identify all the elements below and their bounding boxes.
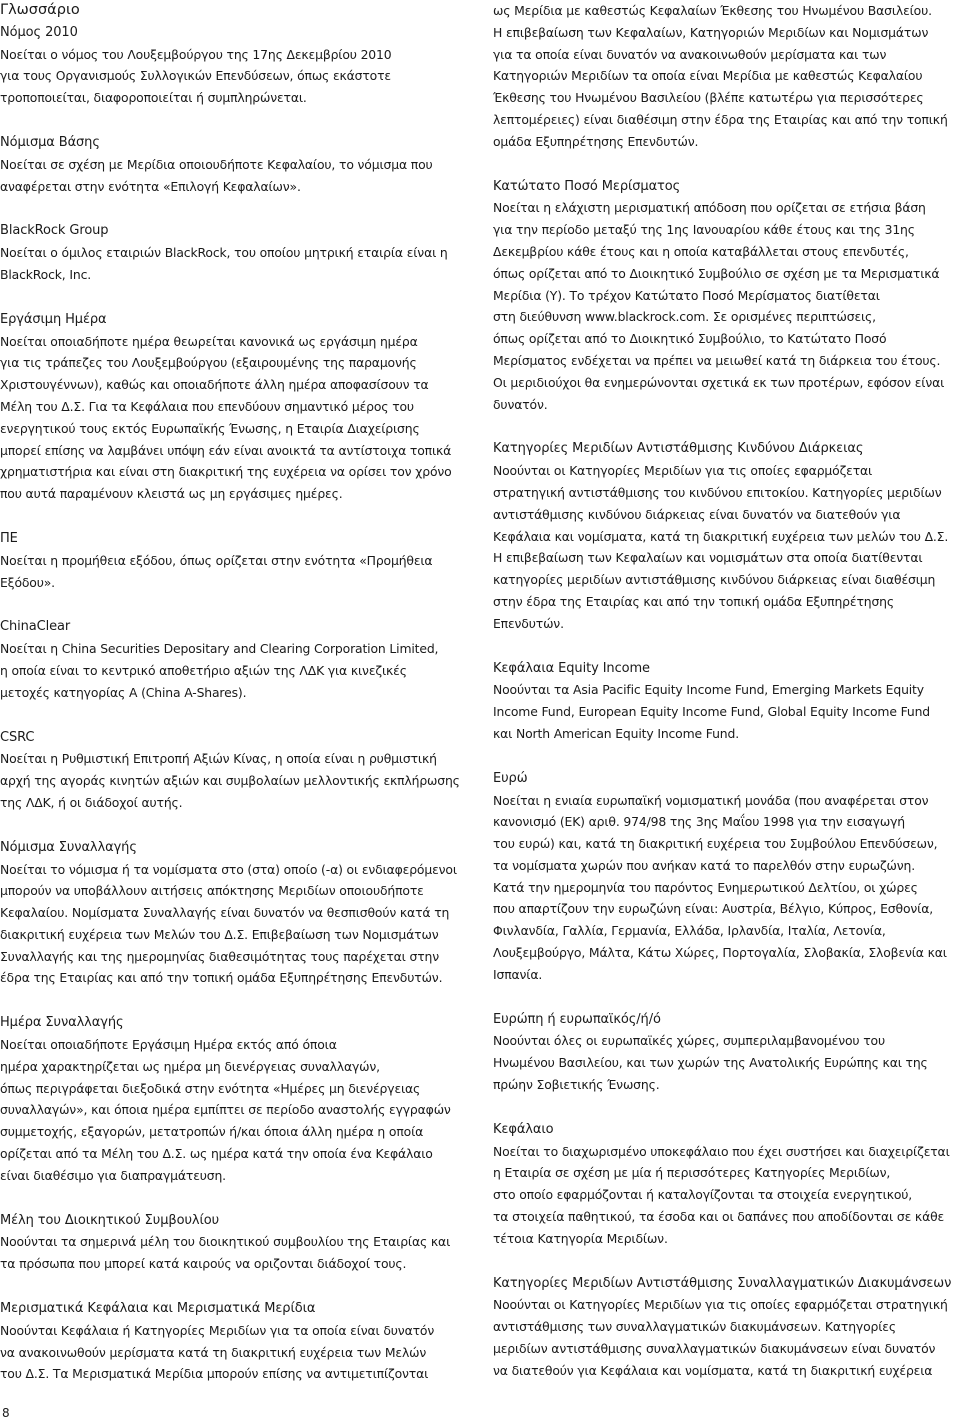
definition-line: Οι μεριδιούχοι θα ενημερώνονται σχετικά εκ των προτέρων, εφόσον είναι <box>493 374 945 390</box>
definition-line: τα πρόσωπα που μπορεί κατά καιρούς να οριζονται διάδοχοί τους. <box>0 1256 407 1272</box>
definition-line: μετοχές κατηγορίας Α (China A-Shares). <box>0 684 247 700</box>
glossary-term: CSRC <box>0 729 35 745</box>
glossary-entry <box>0 132 472 197</box>
glossary-term: ΠΕ <box>0 530 18 546</box>
glossary-definition <box>0 1231 472 1275</box>
definition-line: Νοείται η China Securities Depositary and Clearing Corporation Limited, <box>0 641 439 657</box>
definition-line: η οποία είναι το κεντρικό αποθετήριο αξιών της ΛΔΚ για κινεζικές <box>0 662 407 678</box>
glossary-entry <box>493 176 960 416</box>
definition-line: Νοούνται τα σημερινά μέλη του διοικητικού συμβουλίου της Εταιρίας και <box>0 1234 451 1250</box>
definition-line: Νοείται ο νόμος του Λουξεμβούργου της 17ης Δεκεμβρίου 2010 <box>0 46 392 62</box>
definition-line: αρχή της αγοράς κινητών αξιών και συμβολαίων μελλοντικής εκπλήρωσης <box>0 773 460 789</box>
glossary-entry <box>493 1119 960 1250</box>
definition-line: Εξόδου». <box>0 574 55 590</box>
definition-line: Νοείται η ελάχιστη μερισματική απόδοση που ορίζεται σε ετήσια βάση <box>493 200 926 216</box>
definition-line: Κατά την ημερομηνία του παρόντος Ενημερωτικού Δελτίου, οι χώρες <box>493 879 918 895</box>
glossary-definition <box>0 242 472 286</box>
definition-line: όπως ορίζεται από το Διοικητικό Συμβούλιο, το Κατώτατο Ποσό <box>493 331 887 347</box>
glossary-definition <box>493 790 960 986</box>
definition-line: για τους Οργανισμούς Συλλογικών Επενδύσεων, όπως εκάστοτε <box>0 68 391 84</box>
glossary-definition <box>493 1030 960 1095</box>
definition-line: Νοούνται όλες οι ευρωπαϊκές χώρες, συμπεριλαμβανομένου του <box>493 1033 885 1049</box>
glossary-definition <box>493 679 960 744</box>
definition-line: Νοείται η Ρυθμιστική Επιτροπή Αξιών Κίνας, η οποία είναι η ρυθμιστική <box>0 751 437 767</box>
glossary-entry <box>493 438 960 634</box>
glossary-term: Κεφάλαια Equity Income <box>493 660 650 676</box>
definition-line: για τις τράπεζες του Λουξεμβούργου (εξαιρουμένης της παραμονής <box>0 355 417 371</box>
definition-line: ομάδα Εξυπηρέτησης Επενδυτών. <box>493 133 699 149</box>
glossary-entry <box>0 220 472 285</box>
definition-line: να ανακοινωθούν μερίσματα κατά τη διακριτική ευχέρεια των Μελών <box>0 1344 427 1360</box>
glossary-entry <box>0 837 472 990</box>
definition-line: Νοείται η ενιαία ευρωπαϊκή νομισματική μονάδα (που αναφέρεται στον <box>493 792 929 808</box>
glossary-term: Ημέρα Συναλλαγής <box>0 1015 124 1031</box>
definition-line: Ισπανία. <box>493 966 543 982</box>
glossary-definition <box>0 331 472 505</box>
glossary-entry <box>493 768 960 986</box>
glossary-term: Νόμισμα Συναλλαγής <box>0 839 137 855</box>
definition-line: στρατηγική αντιστάθμισης του κινδύνου επιτοκίου. Κατηγορίες μεριδίων <box>493 484 942 500</box>
definition-line: Income Fund, European Equity Income Fund, Global Equity Income Fund <box>493 704 931 720</box>
definition-line: Επενδυτών. <box>493 615 564 631</box>
glossary-entry <box>0 1298 472 1385</box>
definition-line: Νοείται το νόμισμα ή τα νομίσματα στο (στα) οποίο (-α) οι ενδιαφερόμενοι <box>0 861 457 877</box>
definition-line: Η επιβεβαίωση των Κεφαλαίων, Κατηγοριών Μεριδίων και Νομισμάτων <box>493 24 929 40</box>
definition-line: Μέλη του Δ.Σ. Για τα Κεφάλαια που επενδύουν σημαντικό μέρος του <box>0 398 414 414</box>
definition-line: πρώην Σοβιετικής Ένωσης. <box>493 1077 660 1093</box>
definition-line: Χριστουγέννων), καθώς και οποιαδήποτε άλλη ημέρα αποφασίσουν τα <box>0 377 429 393</box>
definition-line: που απαρτίζουν την ευρωζώνη είναι: Αυστρία, Βέλγιο, Κύπρος, Εσθονία, <box>493 901 933 917</box>
glossary-term: Νόμος 2010 <box>0 24 78 40</box>
definition-line: για τα οποία είναι δυνατόν να ανακοινωθούν μερίσματα και των <box>493 46 887 62</box>
definition-line: κανονισμό (ΕΚ) αριθ. 974/98 της 3ης Μαΐου 1998 για την εισαγωγή <box>493 814 905 830</box>
definition-line: να διατεθούν για Κεφάλαια και νομίσματα, κατά τη διακριτική ευχέρεια <box>493 1362 933 1378</box>
definition-line: Λουξεμβούργο, Μάλτα, Κάτω Χώρες, Πορτογαλία, Σλοβακία, Σλοβενία και <box>493 945 947 961</box>
definition-line: αντιστάθμισης κινδύνου διάρκειας είναι δυνατόν να διατεθούν για <box>493 506 901 522</box>
left-glossary-entries <box>0 22 472 1385</box>
definition-line: διακριτική ευχέρεια των Μελών του Δ.Σ. Επιβεβαίωση των Νομισμάτων <box>0 926 439 942</box>
glossary-definition <box>0 638 472 703</box>
definition-line: Μερίδια (Υ). Το τρέχον Κατώτατο Ποσό Μερίσματος διατίθεται <box>493 287 880 303</box>
definition-line: Νοείται το διαχωρισμένο υποκεφάλαιο που έχει συστήσει και διαχειρίζεται <box>493 1143 950 1159</box>
definition-line: στο οποίο εφαρμόζονται ή καταλογίζονται τα στοιχεία ενεργητικού, <box>493 1187 913 1203</box>
glossary-entry <box>493 658 960 745</box>
definition-line: δυνατόν. <box>493 396 548 412</box>
definition-line: έδρα της Εταιρίας και από την τοπική ομάδα Εξυπηρέτησης Επενδυτών. <box>0 970 443 986</box>
definition-line: ενεργητικού τους εκτός Ευρωπαϊκής Ένωσης, η Εταιρία Διαχείρισης <box>0 420 420 436</box>
left-column <box>0 0 472 1408</box>
definition-line: λεπτομέρειες) είναι διαθέσιμη στην έδρα της Εταιρίας και από την τοπική <box>493 111 948 127</box>
definition-line: τα στοιχεία παθητικού, τα έσοδα και οι δαπάνες που αποδίδονται σε κάθε <box>493 1209 945 1225</box>
definition-line: αναφέρεται στην ενότητα «Επιλογή Κεφαλαίων». <box>0 178 301 194</box>
glossary-entry <box>0 528 472 593</box>
page-title: Γλωσσάριο <box>0 2 80 18</box>
definition-line: Νοούνται Κεφάλαια ή Κατηγορίες Μεριδίων για τα οποία είναι δυνατόν <box>0 1322 435 1338</box>
definition-line: Φινλανδία, Γαλλία, Γερμανία, Ελλάδα, Ιρλανδία, Ιταλία, Λετονία, <box>493 923 886 939</box>
glossary-definition <box>493 197 960 415</box>
definition-line: Νοείται οποιαδήποτε ημέρα θεωρείται κανονικά ως εργάσιμη ημέρα <box>0 333 418 349</box>
glossary-definition <box>0 550 472 594</box>
glossary-term: BlackRock Group <box>0 223 109 239</box>
definition-line: όπως ορίζεται από το Διοικητικό Συμβούλιο σε σχέση με τα Μερισματικά <box>493 265 940 281</box>
glossary-term: Κατώτατο Ποσό Μερίσματος <box>493 178 681 194</box>
definition-line: τα νομίσματα χωρών που ανήκαν κατά το παρελθόν στην ευρωζώνη. <box>493 857 916 873</box>
glossary-term: Μερισματικά Κεφάλαια και Μερισματικά Μερίδια <box>0 1301 316 1317</box>
definition-line: Συναλλαγής και της ημερομηνίας διαθεσιμότητας τους παρέχεται στην <box>0 948 439 964</box>
definition-line: Δεκεμβρίου κάθε έτους και η οποία καταβάλλεται στους επενδυτές, <box>493 243 909 259</box>
definition-line: χρηματιστήρια και είναι στη διακριτική της ευχέρεια να ορίσει τον χρόνο <box>0 464 452 480</box>
definition-line: ως Μερίδια με καθεστώς Κεφαλαίων Έκθεσης του Ηνωμένου Βασιλείου. <box>493 3 932 18</box>
definition-line: ημέρα χαρακτηρίζεται ως ημέρα μη διενέργειας συναλλαγών, <box>0 1058 380 1074</box>
glossary-entry <box>0 1012 472 1186</box>
definition-line: για την περίοδο μεταξύ της 1ης Ιανουαρίου κάθε έτους και της 31ης <box>493 222 915 238</box>
definition-line: όπως περιγράφεται διεξοδικά στην ενότητα «Ημέρες μη διενέργειας <box>0 1080 421 1096</box>
glossary-term: Νόμισμα Βάσης <box>0 134 100 150</box>
glossary-term: Εργάσιμη Ημέρα <box>0 311 107 327</box>
glossary-term: Μέλη του Διοικητικού Συμβουλίου <box>0 1212 220 1228</box>
glossary-definition <box>0 748 472 813</box>
glossary-term: Κατηγορίες Μεριδίων Αντιστάθμισης Συναλλαγματικών Διακυμάνσεων <box>493 1275 952 1291</box>
definition-line: κατηγορίες μεριδίων αντιστάθμισης κινδύνου διάρκειας είναι διαθέσιμη <box>493 572 936 588</box>
glossary-definition <box>0 1034 472 1187</box>
definition-line: στην έδρα της Εταιρίας και από την τοπική ομάδα Εξυπηρέτησης <box>493 593 894 609</box>
glossary-definition <box>0 859 472 990</box>
definition-line: Νοούνται οι Κατηγορίες Μεριδίων για τις οποίες εφαρμόζεται <box>493 463 873 479</box>
definition-line: Η επιβεβαίωση των Κεφαλαίων και νομισμάτων στα οποία διατίθενται <box>493 550 923 566</box>
glossary-term: Κεφάλαιο <box>493 1121 554 1137</box>
glossary-definition <box>0 154 472 198</box>
definition-line: Νοούνται τα Asia Pacific Equity Income Fund, Emerging Markets Equity <box>493 682 924 698</box>
definition-line: Κεφαλαίου. Νομίσματα Συναλλαγής είναι δυνατόν να θεσπισθούν κατά τη <box>0 905 450 921</box>
definition-line: Κεφάλαια και νομίσματα, κατά τη διακριτική ευχέρεια των μελών του Δ.Σ. <box>493 528 949 544</box>
right-glossary-entries <box>493 0 960 1382</box>
definition-line: η Εταιρία σε σχέση με μία ή περισσότερες Κατηγορίες Μεριδίων, <box>493 1165 891 1181</box>
glossary-entry <box>493 1273 960 1382</box>
definition-line: ορίζεται από τα Μέλη του Δ.Σ. ως ημέρα κατά την οποία ένα Κεφάλαιο <box>0 1146 433 1162</box>
glossary-definition <box>493 0 960 153</box>
glossary-term: ChinaClear <box>0 619 71 635</box>
glossary-entry <box>0 1210 472 1275</box>
definition-line: Νοείται σε σχέση με Μερίδια οποιουδήποτε Κεφαλαίου, το νόμισμα που <box>0 156 433 172</box>
definition-line: συναλλαγών», και όποια ημέρα εμπίπτει σε περίοδο αναστολής εγγραφών <box>0 1102 451 1118</box>
definition-line: συμμετοχής, εξαγορών, μετατροπών ή/και όποια άλλη ημέρα η οποία <box>0 1124 424 1140</box>
definition-line: μεριδίων αντιστάθμισης συναλλαγματικών διακυμάνσεων είναι δυνατόν <box>493 1341 936 1357</box>
definition-line: Κατηγοριών Μεριδίων τα οποία είναι Μερίδια με καθεστώς Κεφαλαίου <box>493 68 923 84</box>
definition-line: του Δ.Σ. Τα Μερισματικά Μερίδια μπορούν επίσης να αντιμετιπίζονται <box>0 1366 429 1382</box>
glossary-definition <box>0 1320 472 1385</box>
definition-line: του ευρώ) και, κατά τη διακριτική ευχέρεια του Συμβούλου Επενδύσεων, <box>493 836 938 852</box>
glossary-term: Κατηγορίες Μεριδίων Αντιστάθμισης Κινδύνου Διάρκειας <box>493 441 864 457</box>
definition-line: και North American Equity Income Fund. <box>493 725 740 741</box>
definition-line: μπορούν να υποβάλλουν αιτήσεις απόκτησης Μεριδίων οποιουδήποτε <box>0 883 424 899</box>
definition-line: Νοούνται οι Κατηγορίες Μεριδίων για τις οποίες εφαρμόζεται στρατηγική <box>493 1297 948 1313</box>
definition-line: είναι διαθέσιμο για διαπραγμάτευση. <box>0 1167 226 1183</box>
definition-line: της ΛΔΚ, ή οι διάδοχοί αυτής. <box>0 794 183 810</box>
glossary-entry <box>0 616 472 703</box>
definition-line: Μερίσματος ενδέχεται να πρέπει να μειωθεί κατά τη διάρκεια του έτους. <box>493 352 941 368</box>
glossary-entry <box>493 1009 960 1096</box>
page-number: 8 <box>2 1406 10 1420</box>
glossary-definition <box>493 1141 960 1250</box>
definition-line: Νοείται η προμήθεια εξόδου, όπως ορίζεται στην ενότητα «Προμήθεια <box>0 552 433 568</box>
definition-line: αντιστάθμισης των συναλλαγματικών διακυμάνσεων. Κατηγορίες <box>493 1319 896 1335</box>
definition-line: τέτοια Κατηγορία Μεριδίων. <box>493 1230 668 1246</box>
glossary-term: Ευρώπη ή ευρωπαϊκός/ή/ό <box>493 1011 661 1027</box>
glossary-definition <box>493 1294 960 1381</box>
glossary-entry <box>0 22 472 109</box>
definition-line: BlackRock, Inc. <box>0 266 92 282</box>
definition-line: μπορεί επίσης να λαμβάνει υπόψη εάν είναι ανοικτά τα αντίστοιχα τοπικά <box>0 442 452 458</box>
glossary-term: Ευρώ <box>493 770 528 786</box>
glossary-definition <box>493 460 960 634</box>
definition-line: τροποποιείται, διαφοροποιείται ή συμπληρώνεται. <box>0 90 307 106</box>
glossary-entry <box>0 309 472 505</box>
definition-line: Ηνωμένου Βασιλείου, και των χωρών της Ανατολικής Ευρώπης και της <box>493 1055 928 1071</box>
glossary-definition <box>0 44 472 109</box>
definition-line: Νοείται ο όμιλος εταιριών BlackRock, του οποίου μητρική εταιρία είναι η <box>0 245 448 261</box>
definition-line: που αυτά παραμένουν κλειστά ως μη εργάσιμες ημέρες. <box>0 486 343 502</box>
glossary-entry <box>493 0 960 153</box>
definition-line: στη διεύθυνση www.blackrock.com. Σε ορισμένες περιπτώσεις, <box>493 309 876 325</box>
definition-line: Νοείται οποιαδήποτε Εργάσιμη Ημέρα εκτός από όποια <box>0 1037 337 1053</box>
glossary-entry <box>0 727 472 814</box>
definition-line: Έκθεσης του Ηνωμένου Βασιλείου (βλέπε κατωτέρω για περισσότερες <box>493 90 924 106</box>
right-column <box>493 0 960 1405</box>
